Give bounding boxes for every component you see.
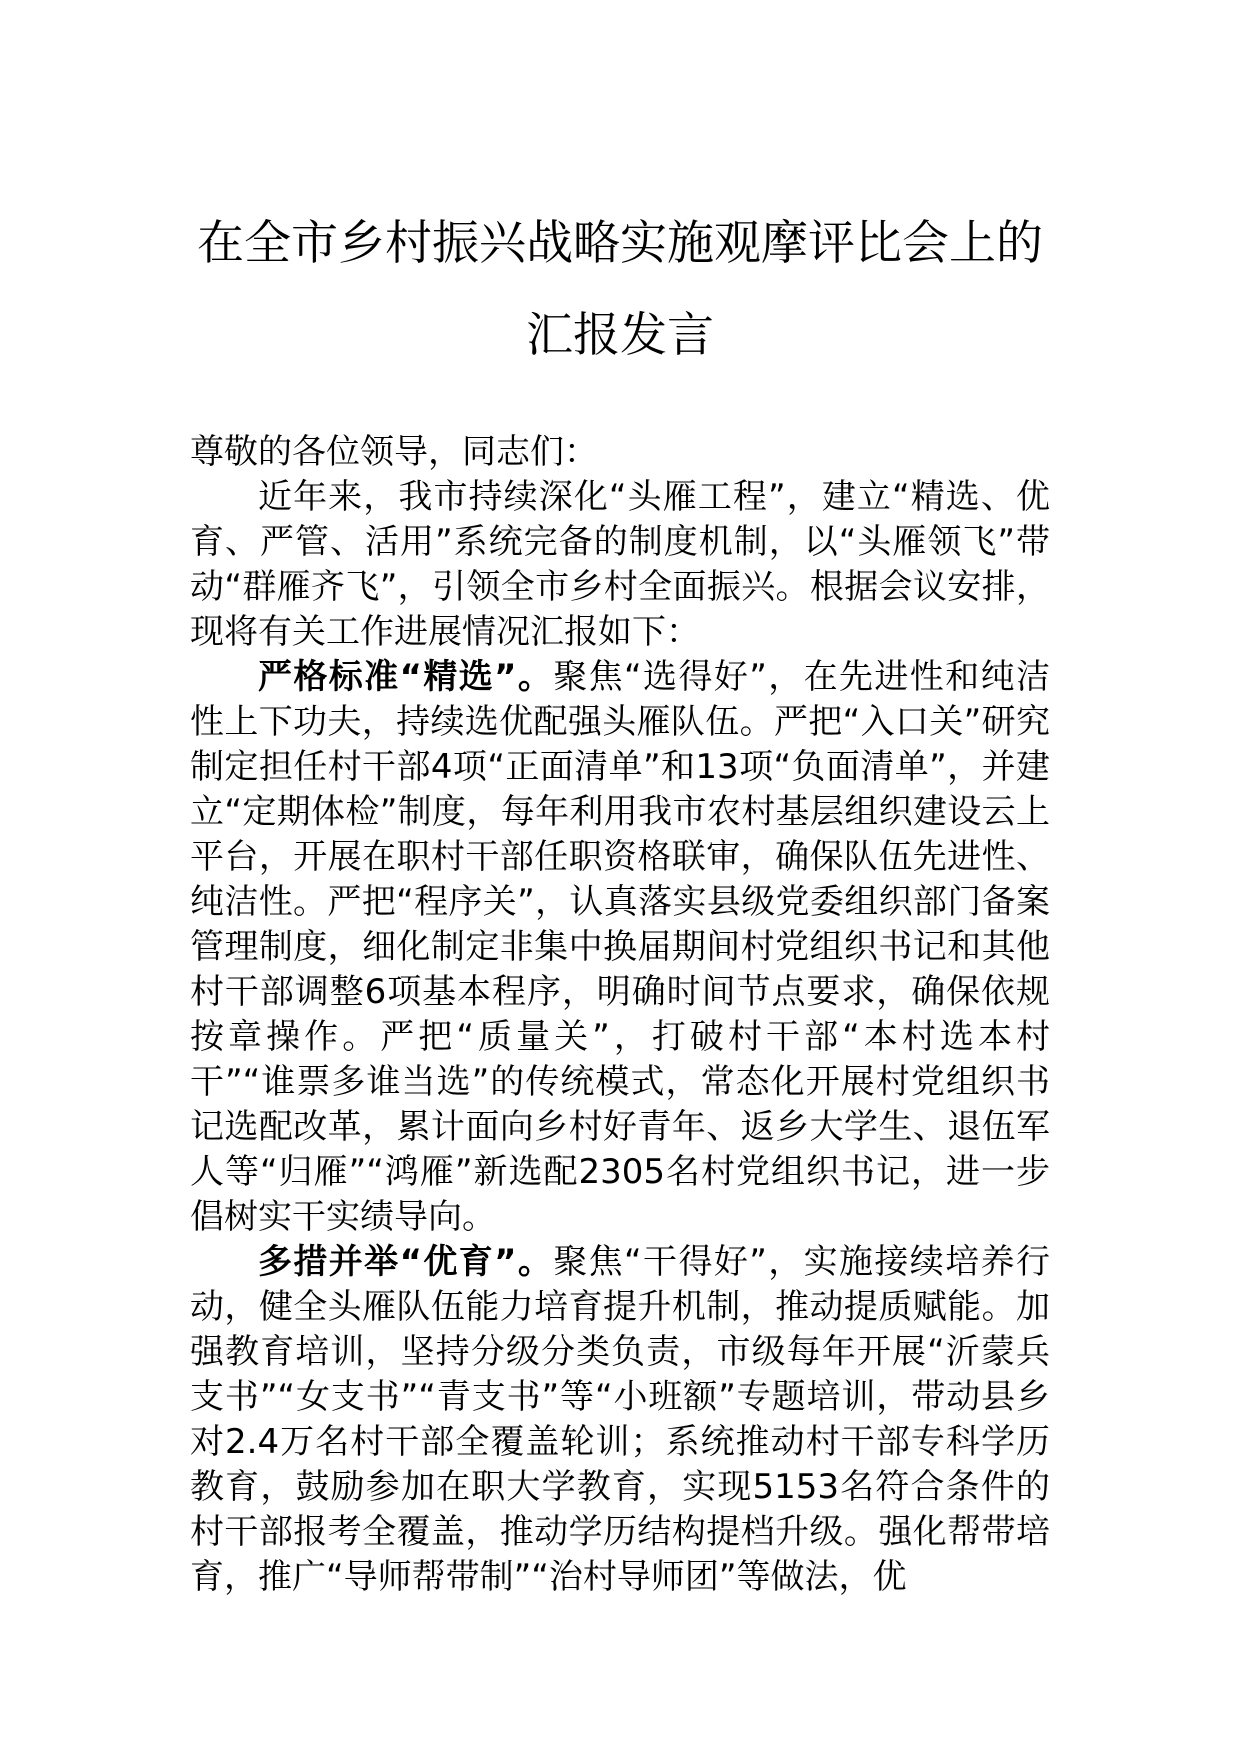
section-heading-1: 严格标准“精选”。 [258,657,554,697]
salutation: 尊敬的各位领导，同志们： [190,432,598,472]
section-text-2: 聚焦“干得好”，实施接续培养行动，健全头雁队伍能力培育提升机制，推动提质赋能。加强教育培训，坚持分级分类负责，市级每年开展“沂蒙兵支书”“女支书”“青支书”等“小班额”专题培训，带动县乡对2.4万名村干部全覆盖轮训；系统推动村干部专科学历教育，鼓励参加在职大学教育，实现5153名符合条件的村干部报考全覆盖，推动学历结构提档升级。强化帮带培育，推广“导师帮带制”“治村导师团”等做法，优 [190,1242,1050,1597]
section-heading-2: 多措并举“优育”。 [258,1242,554,1282]
document-body [190,430,1050,1600]
section-paragraph-2 [190,1240,1050,1600]
section-text-1: 聚焦“选得好”，在先进性和纯洁性上下功夫，持续选优配强头雁队伍。严把“入口关”研究制定担任村干部4项“正面清单”和13项“负面清单”，并建立“定期体检”制度，每年利用我市农村基层组织建设云上平台，开展在职村干部任职资格联审，确保队伍先进性、纯洁性。严把“程序关”，认真落实县级党委组织部门备案管理制度，细化制定非集中换届期间村党组织书记和其他村干部调整6项基本程序，明确时间节点要求，确保依规按章操作。严把“质量关”，打破村干部“本村选本村干”“谁票多谁当选”的传统模式，常态化开展村党组织书记选配改革，累计面向乡村好青年、返乡大学生、退伍军人等“归雁”“鸿雁”新选配2305名村党组织书记，进一步倡树实干实绩导向。 [190,657,1050,1237]
document-title-line-1: 在全市乡村振兴战略实施观摩评比会上的 [197,216,1043,271]
intro-paragraph: 近年来，我市持续深化“头雁工程”，建立“精选、优育、严管、活用”系统完备的制度机制，以“头雁领飞”带动“群雁齐飞”，引领全市乡村全面振兴。根据会议安排，现将有关工作进展情况汇报如下： [190,477,1050,652]
document-title-line-2: 汇报发言 [526,308,714,363]
section-paragraph-1 [190,655,1050,1240]
